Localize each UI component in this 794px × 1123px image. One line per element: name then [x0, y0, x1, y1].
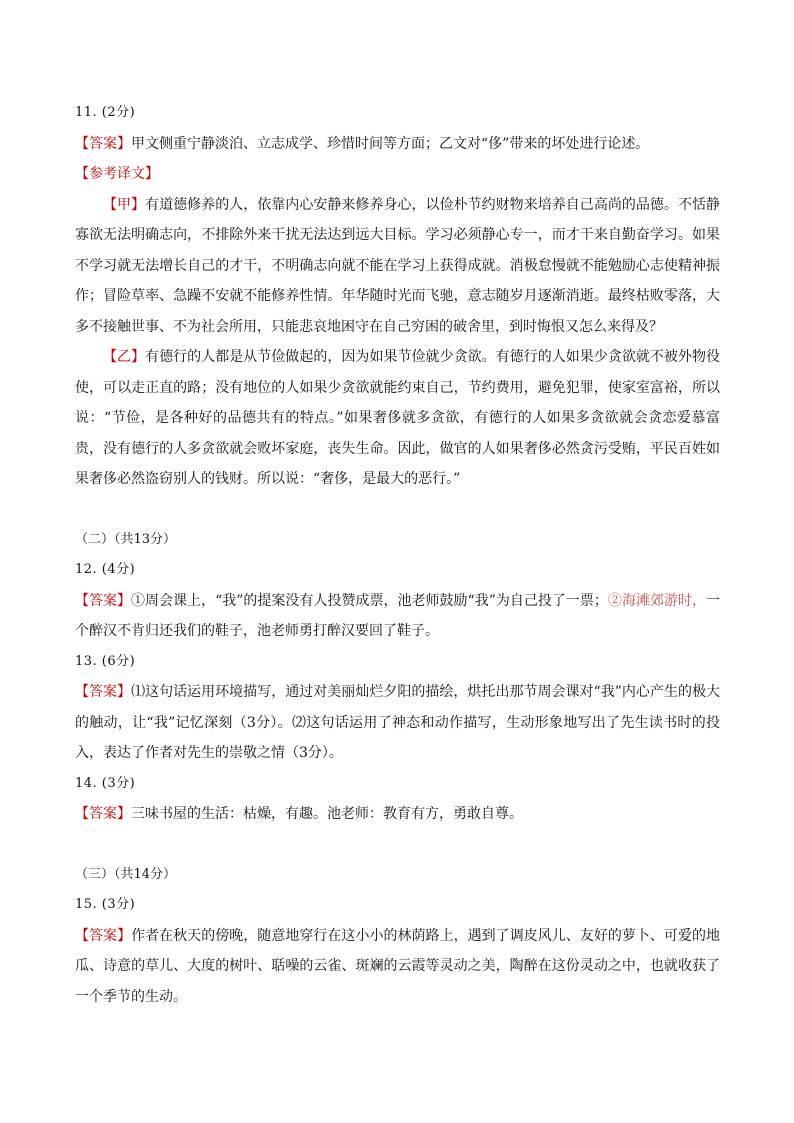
question-13-number: 13. (6分) [75, 653, 136, 669]
question-14-answer [75, 799, 720, 830]
answer-text: 作者在秋天的傍晚，随意地穿行在这小小的林荫路上，遇到了调皮风儿、友好的萝卜、可爱的地瓜、诗意的草儿、大度的树叶、聒噪的云雀、斑斓的云霞等灵动之美，陶醉在这份灵动之中，也就收获了一个季节的生动。 [75, 927, 721, 1005]
question-12-answer [75, 586, 720, 647]
answer-tag: 【答案】 [75, 684, 132, 700]
answer-text: ①周会课上，“我”的提案没有人投赞成票，池老师鼓励“我”为自己投了一票； [131, 592, 608, 609]
reference-translation-tag: 【参考译文】 [75, 166, 159, 182]
spacer [75, 830, 720, 860]
answer-tag: 【答案】 [75, 135, 131, 152]
question-14-number: 14. (3分) [75, 775, 136, 791]
answer-tag: 【答案】 [75, 592, 132, 609]
question-12-number: 12. (4分) [75, 562, 136, 577]
section-2-title: （二）（共13分） [75, 531, 177, 547]
spacer [75, 495, 720, 525]
question-13-answer [75, 677, 720, 769]
section-3-title: （三）（共14分） [75, 866, 177, 882]
question-15-answer [75, 921, 720, 1013]
answer-text: ⑴这句话运用环境描写，通过对美丽灿烂夕阳的描绘，烘托出那节周会课对“我”内心产生的极大的触动，让“我”记忆深刻（3分）。⑵这句话运用了神态和动作描写，生动形象地写出了先生读书时的投入，表达了作者对先生的崇敬之情（3分）。 [75, 684, 721, 761]
answer-tag: 【答案】 [75, 806, 131, 822]
translation-jia-paragraph [75, 190, 720, 343]
answer-text-rest: 一个醉汉不肯归还我们的鞋子，池老师勇打醉汉要回了鞋子。 [75, 592, 720, 639]
yi-text: 有德行的人都是从节俭做起的，因为如果节俭就少贪欲。有德行的人如果少贪欲就不被外物役使，可以走正直的路；没有地位的人如果少贪欲就能约束自己，节约费用，避免犯罪，使家室富裕，所以说：“节俭，是各种好的品德共有的特点。”如果奢侈就多贪欲，有德行的人如果多贪欲就会贪恋爱慕富贵，没有德行的人多贪欲就会败坏家庭，丧失生命。因此，做官的人如果奢侈必然贪污受贿，平民百姓如果奢侈必然盗窃别人的钱财。所以说：“奢侈，是最大的恶行。” [75, 349, 721, 487]
answer-text: 甲文侧重宁静淡泊、立志成学、珍惜时间等方面；乙文对“侈”带来的坏处进行论述。 [131, 135, 650, 152]
answer-text: 三味书屋的生活：枯燥，有趣。池老师：教育有方，勇敢自尊。 [131, 806, 523, 822]
question-11-answer [75, 129, 720, 160]
reference-translation-heading [75, 159, 720, 190]
answer-highlight: ②海滩郊游时， [607, 592, 706, 609]
translation-yi-paragraph [75, 342, 720, 495]
jia-tag: 【甲】 [103, 196, 146, 213]
answer-tag: 【答案】 [75, 927, 132, 944]
document-content [75, 98, 720, 1012]
yi-tag: 【乙】 [103, 349, 146, 365]
question-11-number: 11. (2分) [75, 105, 136, 120]
question-15-number: 15. (3分) [75, 897, 136, 912]
jia-text: 有道德修养的人，依靠内心安静来修养身心，以俭朴节约财物来培养自己高尚的品德。不恬静寡欲无法明确志向，不排除外来干扰无法达到远大目标。学习必须静心专一，而才干来自勤奋学习。如果不学习就无法增长自己的才干，不明确志向就不能在学习上获得成就。消极怠慢就不能勉励心志使精神振作；冒险草率、急躁不安就不能修养性情。年华随时光而飞驰，意志随岁月逐渐消逝。最终枯败零落，大多不接触世事、不为社会所用，只能悲哀地困守在自己穷困的破舍里，到时悔恨又怎么来得及？ [75, 196, 721, 335]
